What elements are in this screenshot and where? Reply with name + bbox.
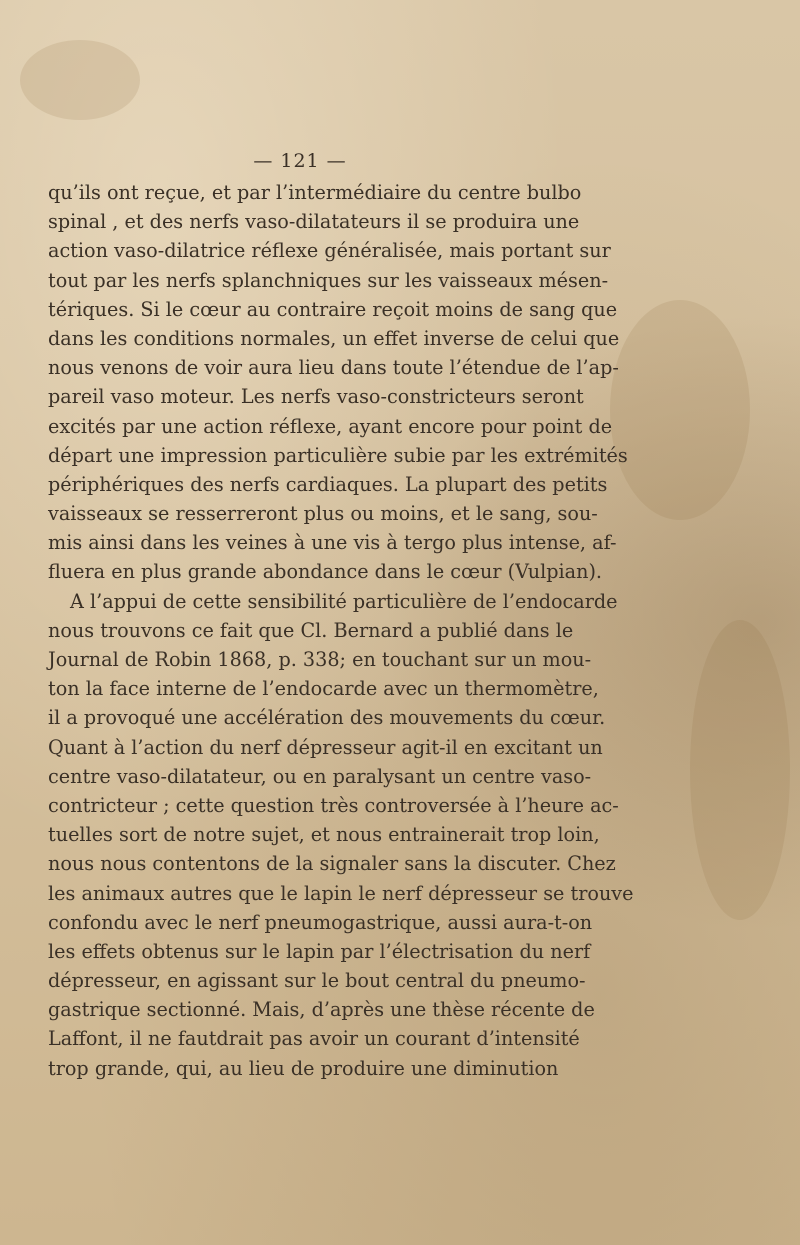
text-line: confondu avec le nerf pneumogastrique, aussi aura-t-on	[48, 910, 593, 934]
text-line: les effets obtenus sur le lapin par l’électrisation du nerf	[48, 939, 591, 963]
paper-stain	[20, 40, 140, 120]
text-line: dépresseur, en agissant sur le bout central du pneumo-	[48, 969, 586, 993]
text-line: il a provoqué une accélération des mouvements du cœur.	[48, 706, 606, 730]
text-line: départ une impression particulière subie par les extrémités	[48, 443, 628, 467]
text-line: tuelles sort de notre sujet, et nous entrainerait trop loin,	[48, 823, 600, 847]
text-line: excités par une action réflexe, ayant encore pour point de	[48, 414, 613, 438]
text-line: tout par les nerfs splanchniques sur les vaisseaux mésen-	[48, 268, 609, 292]
text-line: centre vaso-dilatateur, ou en paralysant un centre vaso-	[48, 764, 592, 788]
text-line: action vaso-dilatrice réflexe généralisée, mais portant sur	[48, 239, 611, 263]
text-line: nous trouvons ce fait que Cl. Bernard a publié dans le	[48, 618, 574, 642]
page-number: — 121 —	[253, 150, 347, 172]
text-line: périphériques des nerfs cardiaques. La plupart des petits	[48, 472, 608, 496]
text-line: pareil vaso moteur. Les nerfs vaso-constricteurs seront	[48, 385, 584, 409]
text-line: Laffont, il ne fautdrait pas avoir un courant d’intensité	[48, 1027, 580, 1051]
text-line: tériques. Si le cœur au contraire reçoit moins de sang que	[48, 297, 618, 321]
text-line: vaisseaux se resserreront plus ou moins, et le sang, sou-	[48, 502, 598, 526]
text-line: gastrique sectionné. Mais, d’après une thèse récente de	[48, 998, 595, 1022]
text-line: mis ainsi dans les veines à une vis à tergo plus intense, af-	[48, 531, 617, 555]
text-line: Quant à l’action du nerf dépresseur agit-il en excitant un	[48, 735, 603, 759]
text-line: nous venons de voir aura lieu dans toute l’étendue de l’ap-	[48, 356, 619, 380]
text-line: contricteur ; cette question très controversée à l’heure ac-	[48, 793, 619, 817]
text-line: spinal , et des nerfs vaso-dilatateurs il se produira une	[48, 210, 580, 234]
text-line: trop grande, qui, au lieu de produire une diminution	[48, 1056, 559, 1080]
text-line: nous nous contentons de la signaler sans la discuter. Chez	[48, 852, 616, 876]
text-line: dans les conditions normales, un effet inverse de celui que	[48, 326, 620, 350]
text-line: Journal de Robin 1868, p. 338; en touchant sur un mou-	[48, 648, 592, 671]
paper-stain	[690, 620, 790, 920]
body-text	[48, 178, 634, 1083]
paper-stain	[610, 300, 750, 520]
text-line: ton la face interne de l’endocarde avec un thermomètre,	[48, 677, 599, 701]
text-line: fluera en plus grande abondance dans le cœur (Vulpian).	[48, 560, 603, 584]
text-line: qu’ils ont reçue, et par l’intermédiaire du centre bulbo	[48, 181, 582, 204]
text-line: les animaux autres que le lapin le nerf dépresseur se trouve	[48, 881, 634, 905]
text-line: A l’appui de cette sensibilité particulière de l’endocarde	[70, 589, 618, 613]
